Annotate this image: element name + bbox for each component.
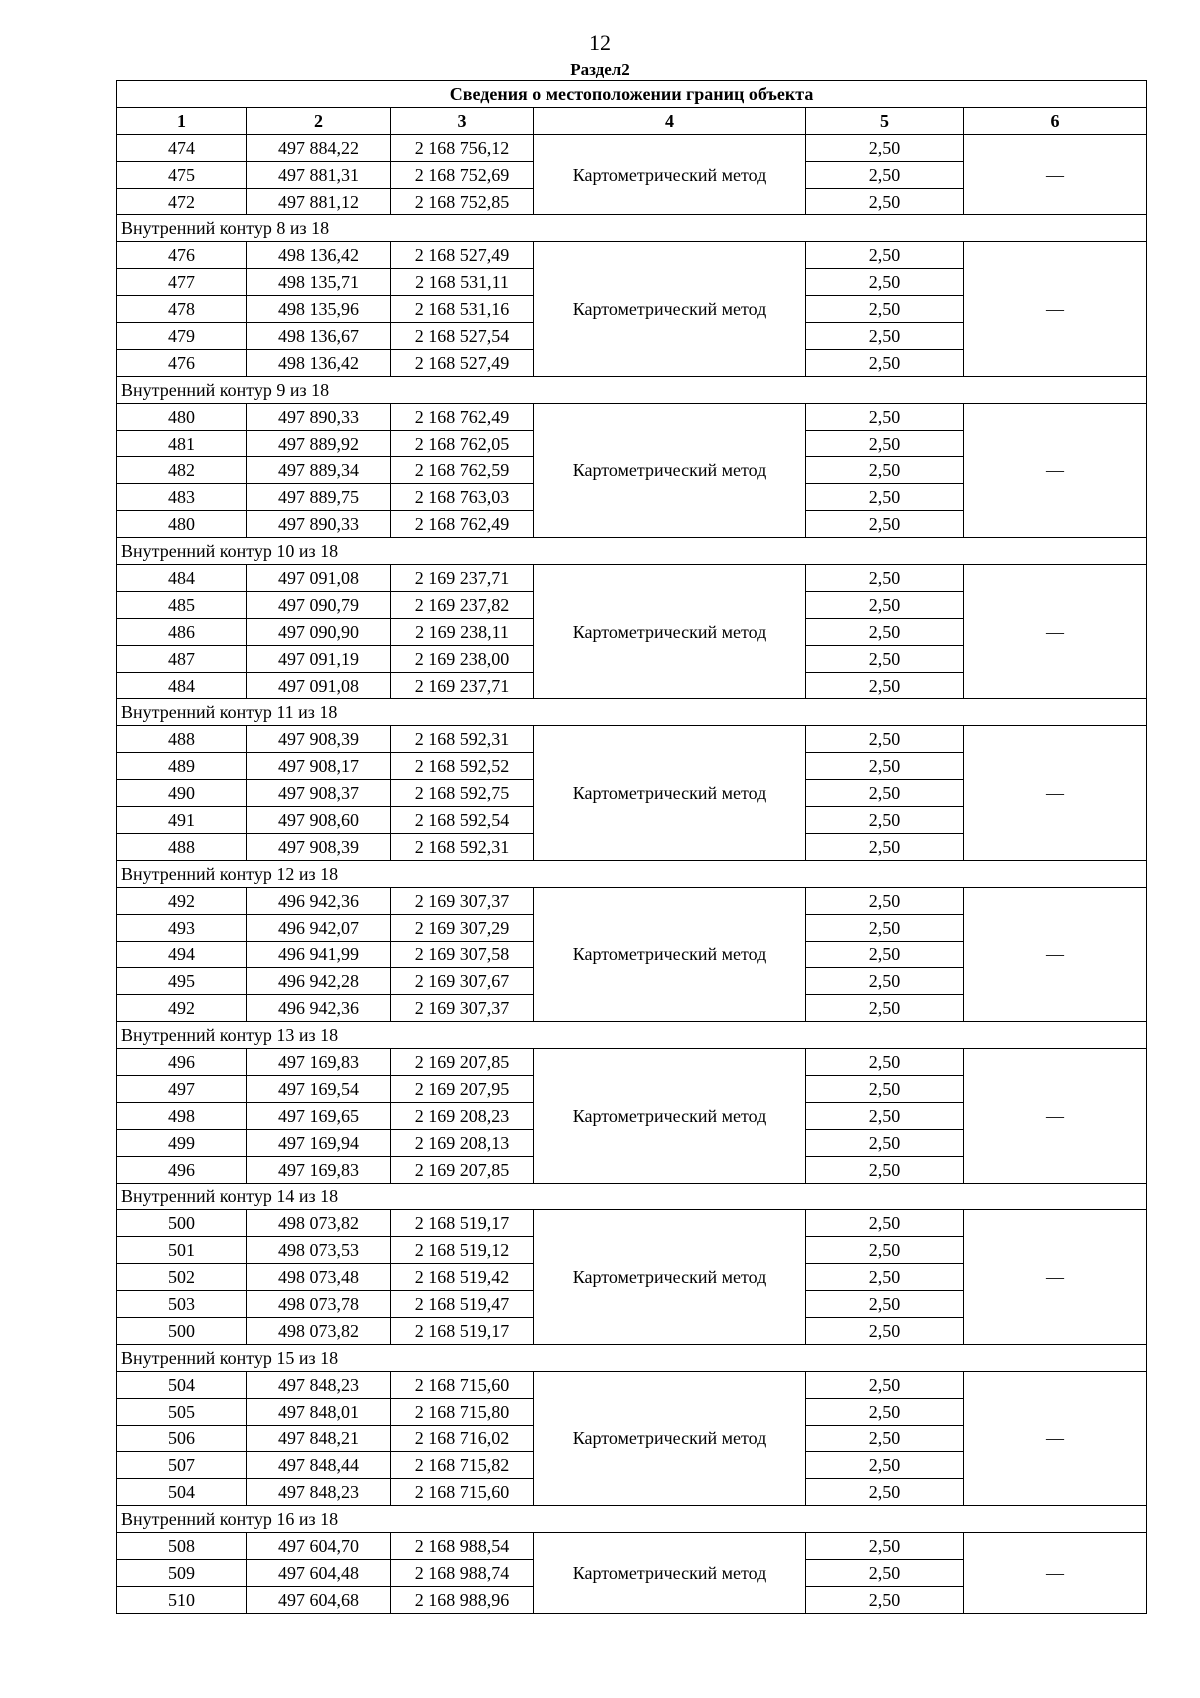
- x-coordinate-cell: 497 604,48: [247, 1559, 391, 1586]
- point-number-cell: 504: [117, 1479, 247, 1506]
- accuracy-cell: 2,50: [806, 1479, 964, 1506]
- table-row: [117, 565, 1147, 592]
- accuracy-cell: 2,50: [806, 833, 964, 860]
- y-coordinate-cell: 2 168 531,16: [391, 296, 534, 323]
- note-cell: —: [964, 242, 1147, 376]
- y-coordinate-cell: 2 168 988,96: [391, 1586, 534, 1613]
- accuracy-cell: 2,50: [806, 1075, 964, 1102]
- point-number-cell: 477: [117, 269, 247, 296]
- method-cell: Картометрический метод: [534, 887, 806, 1021]
- accuracy-cell: 2,50: [806, 134, 964, 161]
- point-number-cell: 498: [117, 1102, 247, 1129]
- point-number-cell: 494: [117, 941, 247, 968]
- table-body: [117, 134, 1147, 1613]
- accuracy-cell: 2,50: [806, 726, 964, 753]
- x-coordinate-cell: 497 889,34: [247, 457, 391, 484]
- point-number-cell: 502: [117, 1264, 247, 1291]
- contour-label: Внутренний контур 12 из 18: [117, 860, 1147, 887]
- point-number-cell: 488: [117, 833, 247, 860]
- y-coordinate-cell: 2 169 207,95: [391, 1075, 534, 1102]
- y-coordinate-cell: 2 169 238,11: [391, 618, 534, 645]
- accuracy-cell: 2,50: [806, 457, 964, 484]
- column-header: 2: [247, 107, 391, 134]
- accuracy-cell: 2,50: [806, 887, 964, 914]
- y-coordinate-cell: 2 168 762,59: [391, 457, 534, 484]
- x-coordinate-cell: 496 942,28: [247, 968, 391, 995]
- accuracy-cell: 2,50: [806, 403, 964, 430]
- accuracy-cell: 2,50: [806, 1452, 964, 1479]
- y-coordinate-cell: 2 168 715,80: [391, 1398, 534, 1425]
- note-cell: —: [964, 1210, 1147, 1344]
- method-cell: Картометрический метод: [534, 726, 806, 860]
- note-cell: —: [964, 1371, 1147, 1505]
- point-number-cell: 495: [117, 968, 247, 995]
- note-cell: —: [964, 1533, 1147, 1614]
- x-coordinate-cell: 497 091,08: [247, 672, 391, 699]
- x-coordinate-cell: 497 848,23: [247, 1479, 391, 1506]
- point-number-cell: 476: [117, 242, 247, 269]
- accuracy-cell: 2,50: [806, 161, 964, 188]
- y-coordinate-cell: 2 168 592,31: [391, 726, 534, 753]
- section-label: Раздел2: [570, 60, 630, 79]
- contour-label-row: [117, 699, 1147, 726]
- y-coordinate-cell: 2 168 716,02: [391, 1425, 534, 1452]
- method-cell: Картометрический метод: [534, 1533, 806, 1614]
- table-row: [117, 726, 1147, 753]
- contour-label: Внутренний контур 14 из 18: [117, 1183, 1147, 1210]
- contour-label: Внутренний контур 15 из 18: [117, 1344, 1147, 1371]
- point-number-cell: 496: [117, 1049, 247, 1076]
- point-number-cell: 476: [117, 349, 247, 376]
- y-coordinate-cell: 2 168 988,74: [391, 1559, 534, 1586]
- y-coordinate-cell: 2 168 988,54: [391, 1533, 534, 1560]
- x-coordinate-cell: 498 136,42: [247, 242, 391, 269]
- accuracy-cell: 2,50: [806, 323, 964, 350]
- y-coordinate-cell: 2 168 752,69: [391, 161, 534, 188]
- contour-label-row: [117, 1506, 1147, 1533]
- y-coordinate-cell: 2 169 207,85: [391, 1156, 534, 1183]
- point-number-cell: 489: [117, 753, 247, 780]
- contour-label: Внутренний контур 11 из 18: [117, 699, 1147, 726]
- point-number-cell: 496: [117, 1156, 247, 1183]
- contour-label-row: [117, 1183, 1147, 1210]
- x-coordinate-cell: 497 169,65: [247, 1102, 391, 1129]
- accuracy-cell: 2,50: [806, 188, 964, 215]
- y-coordinate-cell: 2 169 237,82: [391, 591, 534, 618]
- table-row: [117, 403, 1147, 430]
- method-cell: Картометрический метод: [534, 134, 806, 215]
- x-coordinate-cell: 497 169,94: [247, 1129, 391, 1156]
- accuracy-cell: 2,50: [806, 914, 964, 941]
- x-coordinate-cell: 497 848,01: [247, 1398, 391, 1425]
- x-coordinate-cell: 497 890,33: [247, 511, 391, 538]
- contour-label-row: [117, 538, 1147, 565]
- y-coordinate-cell: 2 168 752,85: [391, 188, 534, 215]
- y-coordinate-cell: 2 168 527,49: [391, 242, 534, 269]
- x-coordinate-cell: 498 073,48: [247, 1264, 391, 1291]
- contour-label-row: [117, 376, 1147, 403]
- y-coordinate-cell: 2 168 592,31: [391, 833, 534, 860]
- contour-label: Внутренний контур 9 из 18: [117, 376, 1147, 403]
- x-coordinate-cell: 496 942,07: [247, 914, 391, 941]
- point-number-cell: 503: [117, 1291, 247, 1318]
- x-coordinate-cell: 498 073,82: [247, 1210, 391, 1237]
- table-title-row: [117, 81, 1147, 108]
- y-coordinate-cell: 2 168 592,54: [391, 807, 534, 834]
- x-coordinate-cell: 497 889,92: [247, 430, 391, 457]
- x-coordinate-cell: 498 135,96: [247, 296, 391, 323]
- accuracy-cell: 2,50: [806, 1237, 964, 1264]
- point-number-cell: 472: [117, 188, 247, 215]
- point-number-cell: 492: [117, 887, 247, 914]
- point-number-cell: 478: [117, 296, 247, 323]
- contour-label: Внутренний контур 10 из 18: [117, 538, 1147, 565]
- point-number-cell: 510: [117, 1586, 247, 1613]
- table-row: [117, 1371, 1147, 1398]
- accuracy-cell: 2,50: [806, 618, 964, 645]
- column-header-row: [117, 107, 1147, 134]
- x-coordinate-cell: 498 073,82: [247, 1317, 391, 1344]
- accuracy-cell: 2,50: [806, 780, 964, 807]
- accuracy-cell: 2,50: [806, 269, 964, 296]
- note-cell: —: [964, 403, 1147, 537]
- y-coordinate-cell: 2 168 756,12: [391, 134, 534, 161]
- point-number-cell: 484: [117, 565, 247, 592]
- x-coordinate-cell: 498 136,67: [247, 323, 391, 350]
- y-coordinate-cell: 2 168 527,49: [391, 349, 534, 376]
- point-number-cell: 500: [117, 1317, 247, 1344]
- point-number-cell: 486: [117, 618, 247, 645]
- y-coordinate-cell: 2 169 307,37: [391, 887, 534, 914]
- x-coordinate-cell: 497 908,39: [247, 726, 391, 753]
- y-coordinate-cell: 2 168 762,49: [391, 511, 534, 538]
- x-coordinate-cell: 497 881,31: [247, 161, 391, 188]
- y-coordinate-cell: 2 168 762,49: [391, 403, 534, 430]
- y-coordinate-cell: 2 169 237,71: [391, 672, 534, 699]
- y-coordinate-cell: 2 168 715,82: [391, 1452, 534, 1479]
- accuracy-cell: 2,50: [806, 941, 964, 968]
- boundary-coordinates-table: [116, 80, 1147, 1614]
- x-coordinate-cell: 497 169,83: [247, 1156, 391, 1183]
- y-coordinate-cell: 2 168 592,52: [391, 753, 534, 780]
- method-cell: Картометрический метод: [534, 565, 806, 699]
- point-number-cell: 501: [117, 1237, 247, 1264]
- y-coordinate-cell: 2 169 208,23: [391, 1102, 534, 1129]
- y-coordinate-cell: 2 168 715,60: [391, 1371, 534, 1398]
- y-coordinate-cell: 2 168 519,47: [391, 1291, 534, 1318]
- y-coordinate-cell: 2 169 238,00: [391, 645, 534, 672]
- point-number-cell: 500: [117, 1210, 247, 1237]
- table-row: [117, 1049, 1147, 1076]
- column-header: 1: [117, 107, 247, 134]
- x-coordinate-cell: 497 908,39: [247, 833, 391, 860]
- point-number-cell: 499: [117, 1129, 247, 1156]
- y-coordinate-cell: 2 169 307,67: [391, 968, 534, 995]
- contour-label-row: [117, 215, 1147, 242]
- page-number: 12: [589, 30, 611, 55]
- note-cell: —: [964, 565, 1147, 699]
- method-cell: Картометрический метод: [534, 242, 806, 376]
- accuracy-cell: 2,50: [806, 1398, 964, 1425]
- x-coordinate-cell: 497 090,79: [247, 591, 391, 618]
- accuracy-cell: 2,50: [806, 1371, 964, 1398]
- point-number-cell: 488: [117, 726, 247, 753]
- x-coordinate-cell: 497 091,19: [247, 645, 391, 672]
- note-cell: —: [964, 134, 1147, 215]
- x-coordinate-cell: 497 908,60: [247, 807, 391, 834]
- accuracy-cell: 2,50: [806, 995, 964, 1022]
- table-row: [117, 887, 1147, 914]
- table-row: [117, 1533, 1147, 1560]
- note-cell: —: [964, 1049, 1147, 1183]
- x-coordinate-cell: 497 604,70: [247, 1533, 391, 1560]
- note-cell: —: [964, 887, 1147, 1021]
- accuracy-cell: 2,50: [806, 753, 964, 780]
- accuracy-cell: 2,50: [806, 1264, 964, 1291]
- y-coordinate-cell: 2 168 519,42: [391, 1264, 534, 1291]
- x-coordinate-cell: 497 848,44: [247, 1452, 391, 1479]
- point-number-cell: 493: [117, 914, 247, 941]
- x-coordinate-cell: 497 848,21: [247, 1425, 391, 1452]
- accuracy-cell: 2,50: [806, 296, 964, 323]
- accuracy-cell: 2,50: [806, 511, 964, 538]
- point-number-cell: 480: [117, 511, 247, 538]
- contour-label-row: [117, 1344, 1147, 1371]
- point-number-cell: 474: [117, 134, 247, 161]
- accuracy-cell: 2,50: [806, 591, 964, 618]
- method-cell: Картометрический метод: [534, 403, 806, 537]
- x-coordinate-cell: 497 889,75: [247, 484, 391, 511]
- y-coordinate-cell: 2 169 307,58: [391, 941, 534, 968]
- accuracy-cell: 2,50: [806, 1317, 964, 1344]
- accuracy-cell: 2,50: [806, 349, 964, 376]
- y-coordinate-cell: 2 168 763,03: [391, 484, 534, 511]
- accuracy-cell: 2,50: [806, 1533, 964, 1560]
- column-header: 5: [806, 107, 964, 134]
- accuracy-cell: 2,50: [806, 968, 964, 995]
- point-number-cell: 484: [117, 672, 247, 699]
- accuracy-cell: 2,50: [806, 1559, 964, 1586]
- x-coordinate-cell: 498 136,42: [247, 349, 391, 376]
- y-coordinate-cell: 2 169 207,85: [391, 1049, 534, 1076]
- method-cell: Картометрический метод: [534, 1049, 806, 1183]
- accuracy-cell: 2,50: [806, 1049, 964, 1076]
- accuracy-cell: 2,50: [806, 1425, 964, 1452]
- y-coordinate-cell: 2 168 531,11: [391, 269, 534, 296]
- point-number-cell: 507: [117, 1452, 247, 1479]
- point-number-cell: 509: [117, 1559, 247, 1586]
- point-number-cell: 485: [117, 591, 247, 618]
- accuracy-cell: 2,50: [806, 242, 964, 269]
- point-number-cell: 475: [117, 161, 247, 188]
- accuracy-cell: 2,50: [806, 430, 964, 457]
- x-coordinate-cell: 498 135,71: [247, 269, 391, 296]
- x-coordinate-cell: 497 908,17: [247, 753, 391, 780]
- table-row: [117, 1210, 1147, 1237]
- table-row: [117, 134, 1147, 161]
- point-number-cell: 504: [117, 1371, 247, 1398]
- x-coordinate-cell: 497 890,33: [247, 403, 391, 430]
- point-number-cell: 479: [117, 323, 247, 350]
- y-coordinate-cell: 2 168 715,60: [391, 1479, 534, 1506]
- y-coordinate-cell: 2 168 519,17: [391, 1317, 534, 1344]
- method-cell: Картометрический метод: [534, 1210, 806, 1344]
- point-number-cell: 482: [117, 457, 247, 484]
- table-title: Сведения о местоположении границ объекта: [117, 81, 1147, 108]
- accuracy-cell: 2,50: [806, 1102, 964, 1129]
- x-coordinate-cell: 496 941,99: [247, 941, 391, 968]
- x-coordinate-cell: 496 942,36: [247, 887, 391, 914]
- point-number-cell: 492: [117, 995, 247, 1022]
- x-coordinate-cell: 497 169,54: [247, 1075, 391, 1102]
- y-coordinate-cell: 2 168 527,54: [391, 323, 534, 350]
- x-coordinate-cell: 497 881,12: [247, 188, 391, 215]
- table-row: [117, 242, 1147, 269]
- x-coordinate-cell: 498 073,53: [247, 1237, 391, 1264]
- point-number-cell: 505: [117, 1398, 247, 1425]
- y-coordinate-cell: 2 168 519,17: [391, 1210, 534, 1237]
- point-number-cell: 483: [117, 484, 247, 511]
- accuracy-cell: 2,50: [806, 1129, 964, 1156]
- point-number-cell: 481: [117, 430, 247, 457]
- y-coordinate-cell: 2 169 307,37: [391, 995, 534, 1022]
- point-number-cell: 490: [117, 780, 247, 807]
- column-header: 3: [391, 107, 534, 134]
- point-number-cell: 508: [117, 1533, 247, 1560]
- column-header: 4: [534, 107, 806, 134]
- contour-label: Внутренний контур 8 из 18: [117, 215, 1147, 242]
- x-coordinate-cell: 498 073,78: [247, 1291, 391, 1318]
- contour-label-row: [117, 1022, 1147, 1049]
- accuracy-cell: 2,50: [806, 1210, 964, 1237]
- y-coordinate-cell: 2 169 208,13: [391, 1129, 534, 1156]
- note-cell: —: [964, 726, 1147, 860]
- point-number-cell: 491: [117, 807, 247, 834]
- accuracy-cell: 2,50: [806, 484, 964, 511]
- accuracy-cell: 2,50: [806, 1586, 964, 1613]
- contour-label: Внутренний контур 16 из 18: [117, 1506, 1147, 1533]
- y-coordinate-cell: 2 168 762,05: [391, 430, 534, 457]
- contour-label-row: [117, 860, 1147, 887]
- accuracy-cell: 2,50: [806, 1291, 964, 1318]
- column-header: 6: [964, 107, 1147, 134]
- point-number-cell: 487: [117, 645, 247, 672]
- accuracy-cell: 2,50: [806, 672, 964, 699]
- x-coordinate-cell: 496 942,36: [247, 995, 391, 1022]
- x-coordinate-cell: 497 604,68: [247, 1586, 391, 1613]
- accuracy-cell: 2,50: [806, 645, 964, 672]
- x-coordinate-cell: 497 090,90: [247, 618, 391, 645]
- point-number-cell: 480: [117, 403, 247, 430]
- x-coordinate-cell: 497 884,22: [247, 134, 391, 161]
- point-number-cell: 497: [117, 1075, 247, 1102]
- point-number-cell: 506: [117, 1425, 247, 1452]
- y-coordinate-cell: 2 168 592,75: [391, 780, 534, 807]
- x-coordinate-cell: 497 908,37: [247, 780, 391, 807]
- x-coordinate-cell: 497 848,23: [247, 1371, 391, 1398]
- y-coordinate-cell: 2 168 519,12: [391, 1237, 534, 1264]
- y-coordinate-cell: 2 169 237,71: [391, 565, 534, 592]
- contour-label: Внутренний контур 13 из 18: [117, 1022, 1147, 1049]
- accuracy-cell: 2,50: [806, 807, 964, 834]
- accuracy-cell: 2,50: [806, 565, 964, 592]
- accuracy-cell: 2,50: [806, 1156, 964, 1183]
- y-coordinate-cell: 2 169 307,29: [391, 914, 534, 941]
- x-coordinate-cell: 497 169,83: [247, 1049, 391, 1076]
- method-cell: Картометрический метод: [534, 1371, 806, 1505]
- x-coordinate-cell: 497 091,08: [247, 565, 391, 592]
